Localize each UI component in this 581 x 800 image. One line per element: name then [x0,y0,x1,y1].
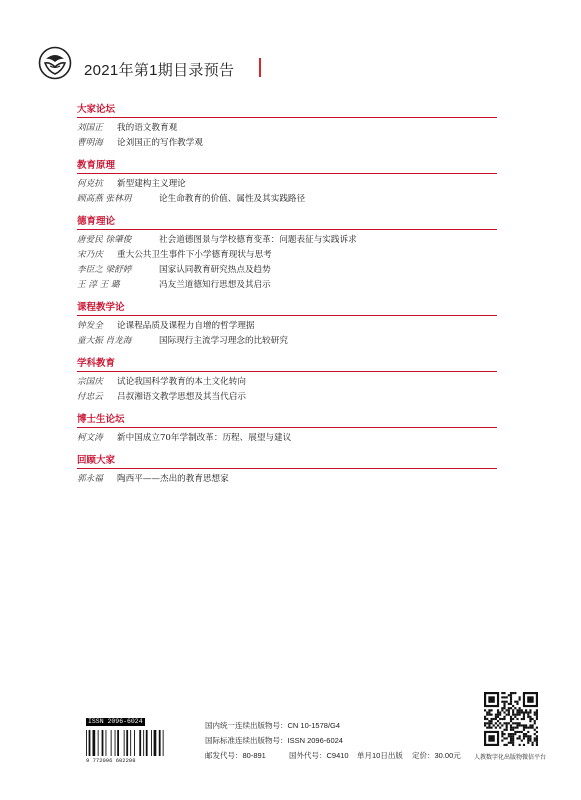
section-divider [77,468,497,469]
entry-title: 论刘国正的写作教学观 [117,138,203,148]
entry-authors: 曹明海 [77,138,103,148]
entry-title: 论生命教育的价值、属性及其实践路径 [159,194,306,204]
section-divider [77,315,497,316]
toc-entry [77,192,497,207]
section-divider [77,427,497,428]
entry-authors: 王 淳 王 璐 [77,280,120,290]
toc-section [77,413,497,446]
entry-title: 论课程品质及课程力自增的哲学理据 [117,321,255,331]
section-title: 学科教育 [77,358,116,369]
entry-authors: 钟发全 [77,321,103,331]
entry-title: 吕叔湘语文教学思想及其当代启示 [117,392,246,402]
entry-authors: 何克抗 [77,179,103,189]
toc-section [77,357,497,405]
entry-authors: 刘国正 [77,123,103,133]
toc-entry [77,121,497,136]
section-divider [77,371,497,372]
section-title: 德育理论 [77,216,116,227]
entry-authors: 宗国庆 [77,377,103,387]
toc-entry [77,263,497,278]
entry-authors: 郭永福 [77,474,103,484]
publisher-logo-icon [38,46,72,80]
cn-number: 国内统一连续出版物号：CN 10-1578/G4 [205,721,341,730]
table-of-contents [77,103,497,495]
entry-title: 国际现行主流学习理念的比较研究 [159,336,288,346]
section-divider [77,117,497,118]
entry-authors: 宋乃庆 [77,250,103,260]
qr-code-icon [484,692,538,746]
toc-entry [77,472,497,487]
toc-section [77,103,497,151]
entry-title: 陶西平——杰出的教育思想家 [117,474,229,484]
section-divider [77,173,497,174]
header-accent-bar [259,58,261,77]
toc-entry [77,248,497,263]
issn-number: 国际标准连续出版物号：ISSN 2096-6024 [205,736,343,745]
foreign-code: 国外代号：C9410 [289,751,349,760]
toc-entry [77,136,497,151]
barcode-digits: 9 772096 602208 [86,757,136,764]
toc-entry [77,390,497,405]
entry-title: 社会道德图景与学校德育变革：问题表征与实践诉求 [159,235,357,245]
section-title: 大家论坛 [77,104,116,115]
entry-title: 我的语文教育观 [117,123,178,133]
section-title: 回顾大家 [77,455,116,466]
price: 定价：30.00元 [412,751,461,760]
section-title: 课程教学论 [77,302,125,313]
entry-title: 重大公共卫生事件下小学德育现状与思考 [117,250,272,260]
toc-section [77,454,497,487]
entry-authors: 唐爱民 徐肇俊 [77,235,132,245]
issue-title: 2021年第1期目录预告 [84,62,235,79]
toc-entry [77,334,497,349]
entry-authors: 柯文涛 [77,433,103,443]
toc-entry [77,177,497,192]
entry-authors: 顾高燕 张林玥 [77,194,132,204]
toc-section [77,301,497,349]
postal-code: 邮发代号：80-891 [205,751,266,760]
toc-section [77,159,497,207]
entry-authors: 李臣之 梁舒婷 [77,265,132,275]
toc-section [77,215,497,293]
entry-title: 试论我国科学教育的本土文化转向 [117,377,246,387]
issn-label: ISSN 2096-6024 [88,718,143,725]
entry-title: 新型建构主义理论 [117,179,186,189]
toc-entry [77,233,497,248]
entry-authors: 童大振 肖龙海 [77,336,132,346]
section-title: 教育原理 [77,160,116,171]
section-divider [77,229,497,230]
toc-entry [77,278,497,293]
entry-authors: 付忠云 [77,392,103,402]
entry-title: 新中国成立70年学制改革：历程、展望与建议 [117,433,292,443]
toc-entry [77,431,497,446]
toc-entry [77,375,497,390]
entry-title: 冯友兰道德知行思想及其启示 [159,280,271,290]
qr-caption: 人教数字化出版物微信平台 [474,755,547,761]
section-title: 博士生论坛 [77,414,125,425]
publication-frequency: 单月10日出版 [357,751,403,760]
entry-title: 国家认同教育研究热点及趋势 [159,265,271,275]
toc-entry [77,319,497,334]
barcode-icon [86,730,190,756]
